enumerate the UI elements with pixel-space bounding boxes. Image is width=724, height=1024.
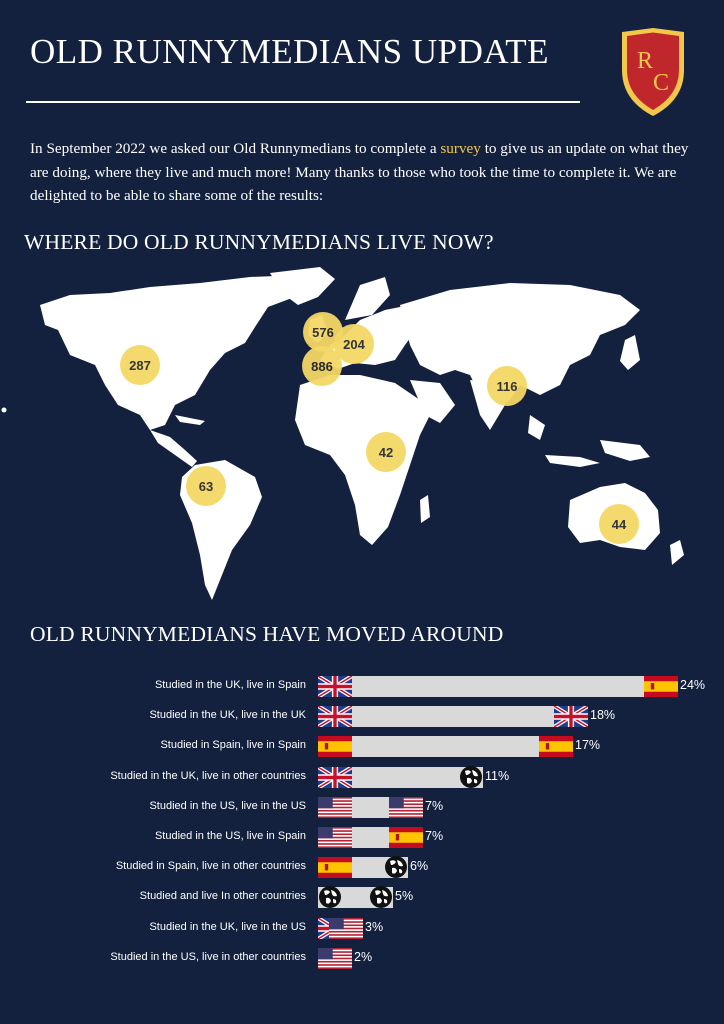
intro-text-before: In September 2022 we asked our Old Runnymedians to complete a [30, 140, 441, 157]
title-divider [26, 101, 580, 103]
us-flag-icon [318, 797, 352, 818]
bar-row [0, 764, 724, 790]
us-flag-icon [318, 948, 352, 969]
bar-value-label: 7% [425, 798, 444, 813]
bar-row [0, 854, 724, 880]
crest-letter-c: C [652, 70, 670, 96]
uk-flag-icon [318, 676, 352, 697]
bar-label: Studied in the UK, live in other countries [110, 769, 306, 782]
bar-label: Studied in the US, live in other countries [110, 950, 306, 963]
bar [318, 736, 573, 757]
bar-row [0, 915, 724, 941]
us-flag-icon [318, 827, 352, 848]
bar-value-label: 3% [365, 919, 384, 934]
map-bubble-spain: 886 [302, 346, 342, 386]
bar-label: Studied in the US, live in the US [149, 799, 306, 812]
map-bubble-australia: 44 [599, 504, 639, 544]
world-map [0, 265, 724, 605]
map-bubble-africa: 42 [366, 432, 406, 472]
uk-flag-icon [318, 706, 352, 727]
bar-row [0, 884, 724, 910]
bar-label: Studied in Spain, live in other countries [115, 860, 306, 873]
bar-value-label: 18% [590, 708, 616, 723]
globe-icon [459, 765, 483, 789]
bar-row [0, 794, 724, 820]
map-section-title: WHERE DO OLD RUNNYMEDIANS LIVE NOW? [24, 230, 494, 254]
map-bubble-europe: 204 [334, 324, 374, 364]
bar-value-label: 11% [485, 768, 510, 783]
spain-flag-icon [389, 827, 423, 848]
bar-row [0, 703, 724, 729]
moved-section-title: OLD RUNNYMEDIANS HAVE MOVED AROUND [30, 622, 504, 646]
bar-value-label: 24% [680, 678, 706, 692]
bar-row [0, 673, 724, 699]
bar [318, 676, 678, 697]
crest-letter-r: R [636, 48, 654, 74]
bar-row [0, 824, 724, 850]
page-title: OLD RUNNYMEDIANS UPDATE [30, 32, 549, 71]
bar [318, 706, 588, 727]
globe-icon [369, 885, 393, 909]
bar-row [0, 945, 724, 971]
bar-label: Studied in Spain, live in Spain [160, 739, 306, 752]
survey-link[interactable]: survey [440, 140, 481, 157]
us-flag-icon [389, 797, 423, 818]
bar-label: Studied in the UK, live in the US [149, 920, 306, 933]
world-map-shape [0, 265, 724, 605]
bar-label: Studied and live In other countries [139, 890, 306, 903]
bar-label: Studied in the UK, live in Spain [154, 679, 306, 691]
school-crest-logo [618, 26, 688, 118]
bar-label: Studied in the UK, live in the UK [149, 709, 306, 722]
spain-flag-icon [644, 676, 678, 697]
map-bubble-north-america: 287 [120, 345, 160, 385]
map-bubble-south-america: 63 [186, 466, 226, 506]
uk-flag-icon [318, 767, 352, 788]
map-bubble-uk: 576 [303, 312, 343, 352]
spain-flag-icon [318, 857, 352, 878]
bar-value-label: 6% [410, 859, 429, 874]
globe-icon [318, 885, 342, 909]
bar-value-label: 2% [354, 949, 373, 964]
bar-row [0, 733, 724, 759]
globe-icon [384, 855, 408, 879]
bar-value-label: 17% [575, 738, 601, 753]
spain-flag-icon [539, 736, 573, 757]
bar-value-label: 5% [395, 889, 414, 904]
intro-paragraph [30, 137, 698, 208]
us-flag-icon [329, 918, 363, 939]
intro-text-after: to give us an update on what they are doing, where they live and much more! Many thanks to those who took the time to complete it. We are delighted to be able to share some of the results: [30, 140, 689, 204]
bar-label: Studied in the US, live in Spain [154, 830, 306, 842]
map-bubble-asia: 116 [487, 366, 527, 406]
bar-value-label: 7% [425, 829, 444, 843]
uk-flag-icon [554, 706, 588, 727]
spain-flag-icon [318, 736, 352, 757]
